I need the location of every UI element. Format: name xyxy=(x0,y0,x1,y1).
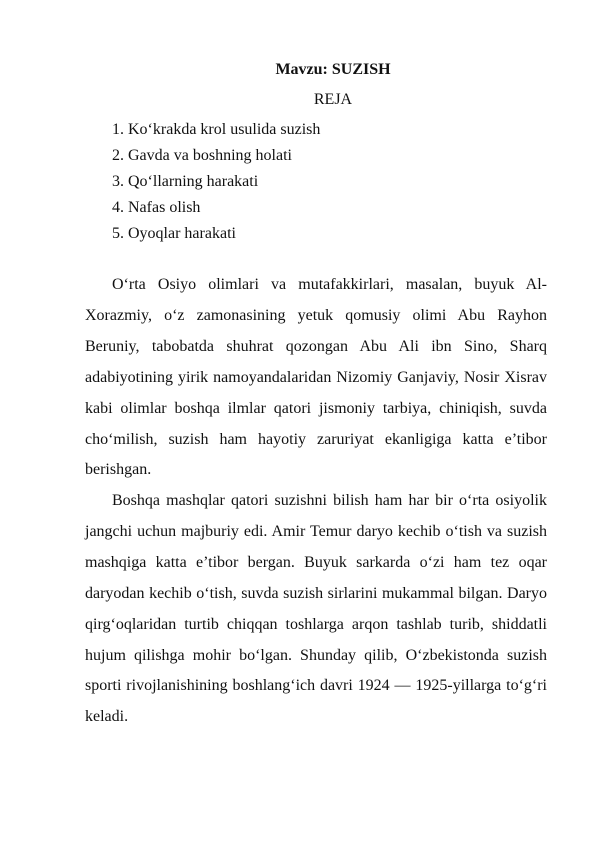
plan-item: 5. Oyoqlar harakati xyxy=(112,225,236,242)
body-paragraph: O‘rta Osiyo olimlari va mutafakkirlari, masalan, buyuk Al-Xorazmiy, o‘z zamonasining yetuk qomusiy olimi Abu Rayhon Beruniy, tabobatda shuhrat qozongan Abu Ali ibn Sino, Sharq adabiyotining yirik namoyandalaridan Nizomiy Ganjaviy, Nosir Xisrav kabi olimlar boshqa ilmlar qatori jismoniy tarbiya, chiniqish, suvda cho‘milish, suzish ham hayotiy zaruriyat ekanligiga katta e’tibor berishgan. xyxy=(85,276,547,479)
page-title: Mavzu: SUZISH xyxy=(275,61,391,78)
body-paragraph: Boshqa mashqlar qatori suzishni bilish ham har bir o‘rta osiyolik jangchi uchun majburiy edi. Amir Temur daryo kechib o‘tish va suzish mashqiga katta e’tibor bergan. Buyuk sarkarda o‘zi ham tez oqar daryodan kechib o‘tish, suvda suzish sirlarini mukammal bilgan. Daryo qirg‘oqlaridan turtib chiqqan toshlarga arqon tashlab turib, shiddatli hujum qilishga mohir bo‘lgan. Shunday qilib, O‘zbekistonda suzish sporti rivojlanishining boshlang‘ich davri 1924 — 1925-yillarga to‘g‘ri keladi. xyxy=(85,492,547,726)
plan-heading: REJA xyxy=(313,91,353,108)
plan-list xyxy=(112,120,320,250)
plan-item: 4. Nafas olish xyxy=(112,199,201,216)
plan-item: 1. Ko‘krakda krol usulida suzish xyxy=(112,121,321,138)
plan-item: 3. Qo‘llarning harakati xyxy=(112,173,259,190)
plan-item: 2. Gavda va boshning holati xyxy=(112,147,292,164)
